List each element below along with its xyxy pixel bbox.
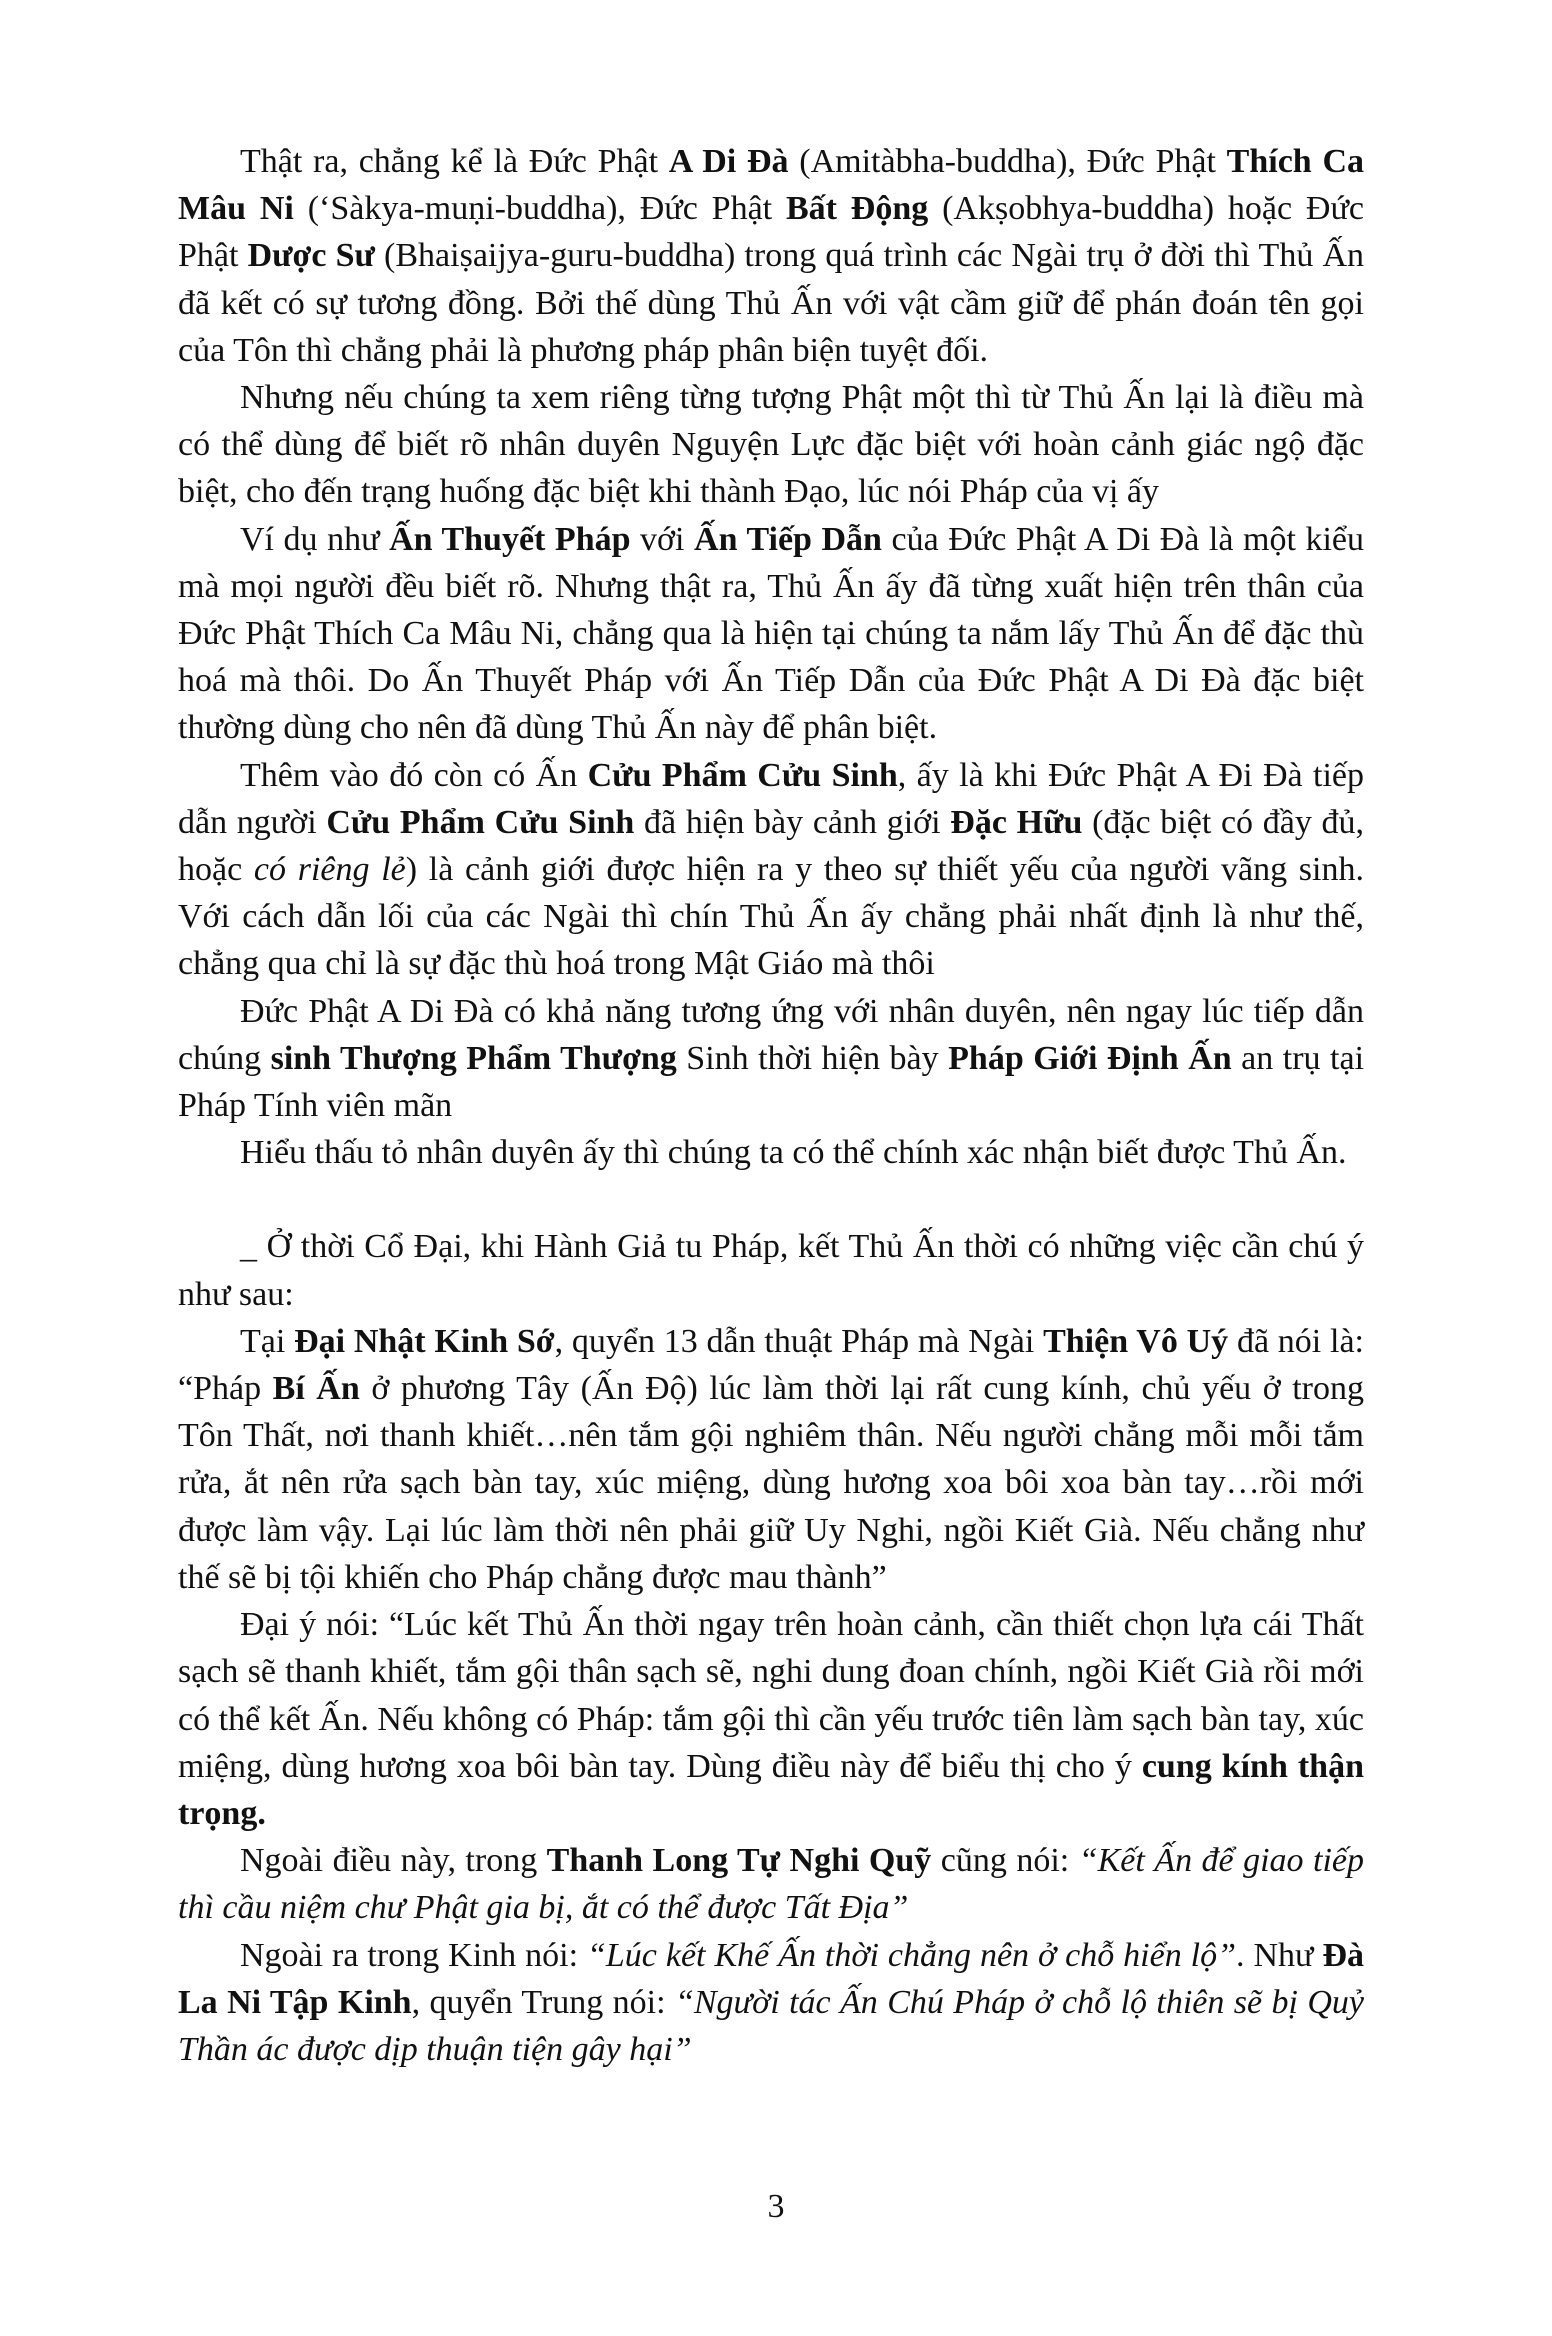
paragraph-p3 [178, 516, 1364, 752]
text-run: với [630, 520, 695, 558]
bold-term: Cửu Phẩm Cửu Sinh [326, 803, 635, 841]
text-run: (Akṣobhya-buddha) hoặc Đức Phật [178, 190, 1364, 275]
text-run: , quyển 13 dẫn thuật Pháp mà Ngài [554, 1322, 1044, 1360]
text-run: Ví dụ như [240, 520, 390, 558]
bold-term: Thiện Vô Uý [1043, 1322, 1229, 1360]
text-run: (Amitàbha-buddha), Đức Phật [788, 143, 1227, 180]
text-run: . Như [1236, 1936, 1323, 1974]
text-run: đã nói là: “Pháp [178, 1322, 1365, 1408]
text-run: (Bhaiṣaijya-guru-buddha) trong quá trình các Ngài trụ ở đời thì Thủ Ấn đã kết có sự tương đồng. Bởi thế dùng Thủ Ấn với vật cầm giữ để phán đoán tên gọi của Tôn thì chẳng phải là phương pháp phân biện tuyệt đối. [178, 237, 1365, 369]
paragraph-p1 [178, 138, 1364, 374]
text-run: cũng nói: [931, 1842, 1079, 1880]
bold-term: cung kính thận trọng. [178, 1747, 1364, 1832]
paragraph-p11 [178, 1932, 1364, 2074]
bold-term: Đại Nhật Kinh Sớ [294, 1322, 555, 1360]
bold-term: Pháp Giới Định Ấn [948, 1039, 1232, 1077]
bold-term: Đà La Ni Tập Kinh [178, 1936, 1364, 2021]
italic-quote: “Lúc kết Khế Ấn thời chẳng nên ở chỗ hiển lộ” [586, 1936, 1237, 1974]
bold-term: Thanh Long Tự Nghi Quỹ [546, 1842, 932, 1880]
bold-term: Đặc Hữu [950, 803, 1083, 841]
text-run: , ấy là khi Đức Phật A Đi Đà tiếp dẫn người [178, 756, 1364, 841]
italic-quote: “Người tác Ấn Chú Pháp ở chỗ lộ thiên sẽ bị Quỷ Thần ác được dịp thuận tiện gây hại” [178, 1983, 1364, 2068]
paragraph-p10 [178, 1837, 1364, 1931]
paragraph-p9 [178, 1601, 1364, 1837]
paragraph-p6 [178, 1129, 1364, 1176]
text-run: , quyển Trung nói: [411, 1983, 675, 2021]
text-run: Sinh thời hiện bày [676, 1039, 949, 1077]
text-run: Đại ý nói: “Lúc kết Thủ Ấn thời ngay trên hoàn cảnh, cần thiết chọn lựa cái Thất sạch sẽ thanh khiết, tắm gội thân sạch sẽ, nghi dung đoan chính, ngồi Kiết Già rồi mới có thể kết Ấn. Nếu không có Pháp: tắm gội thì cần yếu trước tiên làm sạch bàn tay, xúc miệng, dùng hương xoa bôi bàn tay. Dùng điều này để biểu thị cho ý [178, 1606, 1364, 1785]
document-page [178, 138, 1364, 2073]
text-run: Đức Phật A Di Đà có khả năng tương ứng với nhân duyên, nên ngay lúc tiếp dẫn chúng [178, 992, 1364, 1077]
bold-term: Cửu Phẩm Cửu Sinh [587, 756, 898, 794]
bold-term: Bất Động [785, 190, 929, 228]
italic-quote: có riêng lẻ [253, 851, 406, 889]
paragraph-p7 [178, 1223, 1364, 1317]
paragraph-p5 [178, 988, 1364, 1130]
paragraph-p8 [178, 1318, 1364, 1601]
text-run: _ Ở thời Cổ Đại, khi Hành Giả tu Pháp, kết Thủ Ấn thời có những việc cần chú ý như sau: [178, 1228, 1364, 1313]
page-number: 3 [767, 2188, 785, 2225]
text-run: ) là cảnh giới được hiện ra y theo sự thiết yếu của người vãng sinh. Với cách dẫn lối của các Ngài thì chín Thủ Ấn ấy chẳng phải nhất định là như thế, chẳng qua chỉ là sự đặc thù hoá trong Mật Giáo mà thôi [178, 851, 1364, 983]
paragraph-p4 [178, 752, 1364, 988]
body-text [178, 138, 1364, 2073]
bold-term: Dược Sư [247, 237, 375, 275]
text-run: Hiểu thấu tỏ nhân duyên ấy thì chúng ta có thể chính xác nhận biết được Thủ Ấn. [240, 1134, 1347, 1172]
text-run: Ngoài điều này, trong [240, 1842, 547, 1880]
text-run: của Đức Phật A Di Đà là một kiểu mà mọi người đều biết rõ. Nhưng thật ra, Thủ Ấn ấy đã từng xuất hiện trên thân của Đức Phật Thích Ca Mâu Ni, chẳng qua là hiện tại chúng ta nắm lấy Thủ Ấn để đặc thù hoá mà thôi. Do Ấn Thuyết Pháp với Ấn Tiếp Dẫn của Đức Phật A Di Đà đặc biệt thường dùng cho nên đã dùng Thủ Ấn này để phân biệt. [178, 520, 1364, 747]
bold-term: Bí Ấn [272, 1370, 360, 1408]
paragraph-gap [178, 1176, 1364, 1223]
text-run: Nhưng nếu chúng ta xem riêng từng tượng Phật một thì từ Thủ Ấn lại là điều mà có thể dùng để biết rõ nhân duyên Nguyện Lực đặc biệt với hoàn cảnh giác ngộ đặc biệt, cho đến trạng huống đặc biệt khi thành Đạo, lúc nói Pháp của vị ấy [178, 379, 1364, 511]
bold-term: A Di Đà [668, 143, 789, 180]
bold-term: sinh Thượng Phẩm Thượng [270, 1039, 677, 1077]
text-run: đã hiện bày cảnh giới [634, 803, 951, 841]
italic-quote: “Kết Ấn để giao tiếp thì cầu niệm chư Phật gia bị, ắt có thể được Tất Địa” [178, 1842, 1365, 1927]
text-run: ở phương Tây (Ấn Độ) lúc làm thời lại rất cung kính, chủ yếu ở trong Tôn Thất, nơi thanh khiết…nên tắm gội nghiêm thân. Nếu người chẳng mỗi mỗi tắm rửa, ắt nên rửa sạch bàn tay, xúc miệng, dùng hương xoa bôi xoa bàn tay…rồi mới được làm vậy. Lại lúc làm thời nên phải giữ Uy Nghi, ngồi Kiết Già. Nếu chẳng như thế sẽ bị tội khiến cho Pháp chẳng được mau thành” [178, 1370, 1365, 1596]
bold-term: Thích Ca Mâu Ni [178, 143, 1365, 228]
paragraph-p2 [178, 374, 1364, 516]
text-run: an trụ tại Pháp Tính viên mãn [178, 1039, 1365, 1125]
text-run: (‘Sàkya-muṇi-buddha), Đức Phật [293, 190, 786, 228]
text-run: Thêm vào đó còn có Ấn [240, 756, 588, 794]
text-run: (đặc biệt có đầy đủ, hoặc [178, 803, 1365, 889]
text-run: Thật ra, chẳng kể là Đức Phật [240, 143, 669, 180]
bold-term: Ấn Tiếp Dẫn [694, 520, 882, 558]
text-run: Tại [240, 1322, 295, 1360]
bold-term: Ấn Thuyết Pháp [389, 520, 631, 558]
text-run: Ngoài ra trong Kinh nói: [240, 1936, 587, 1974]
